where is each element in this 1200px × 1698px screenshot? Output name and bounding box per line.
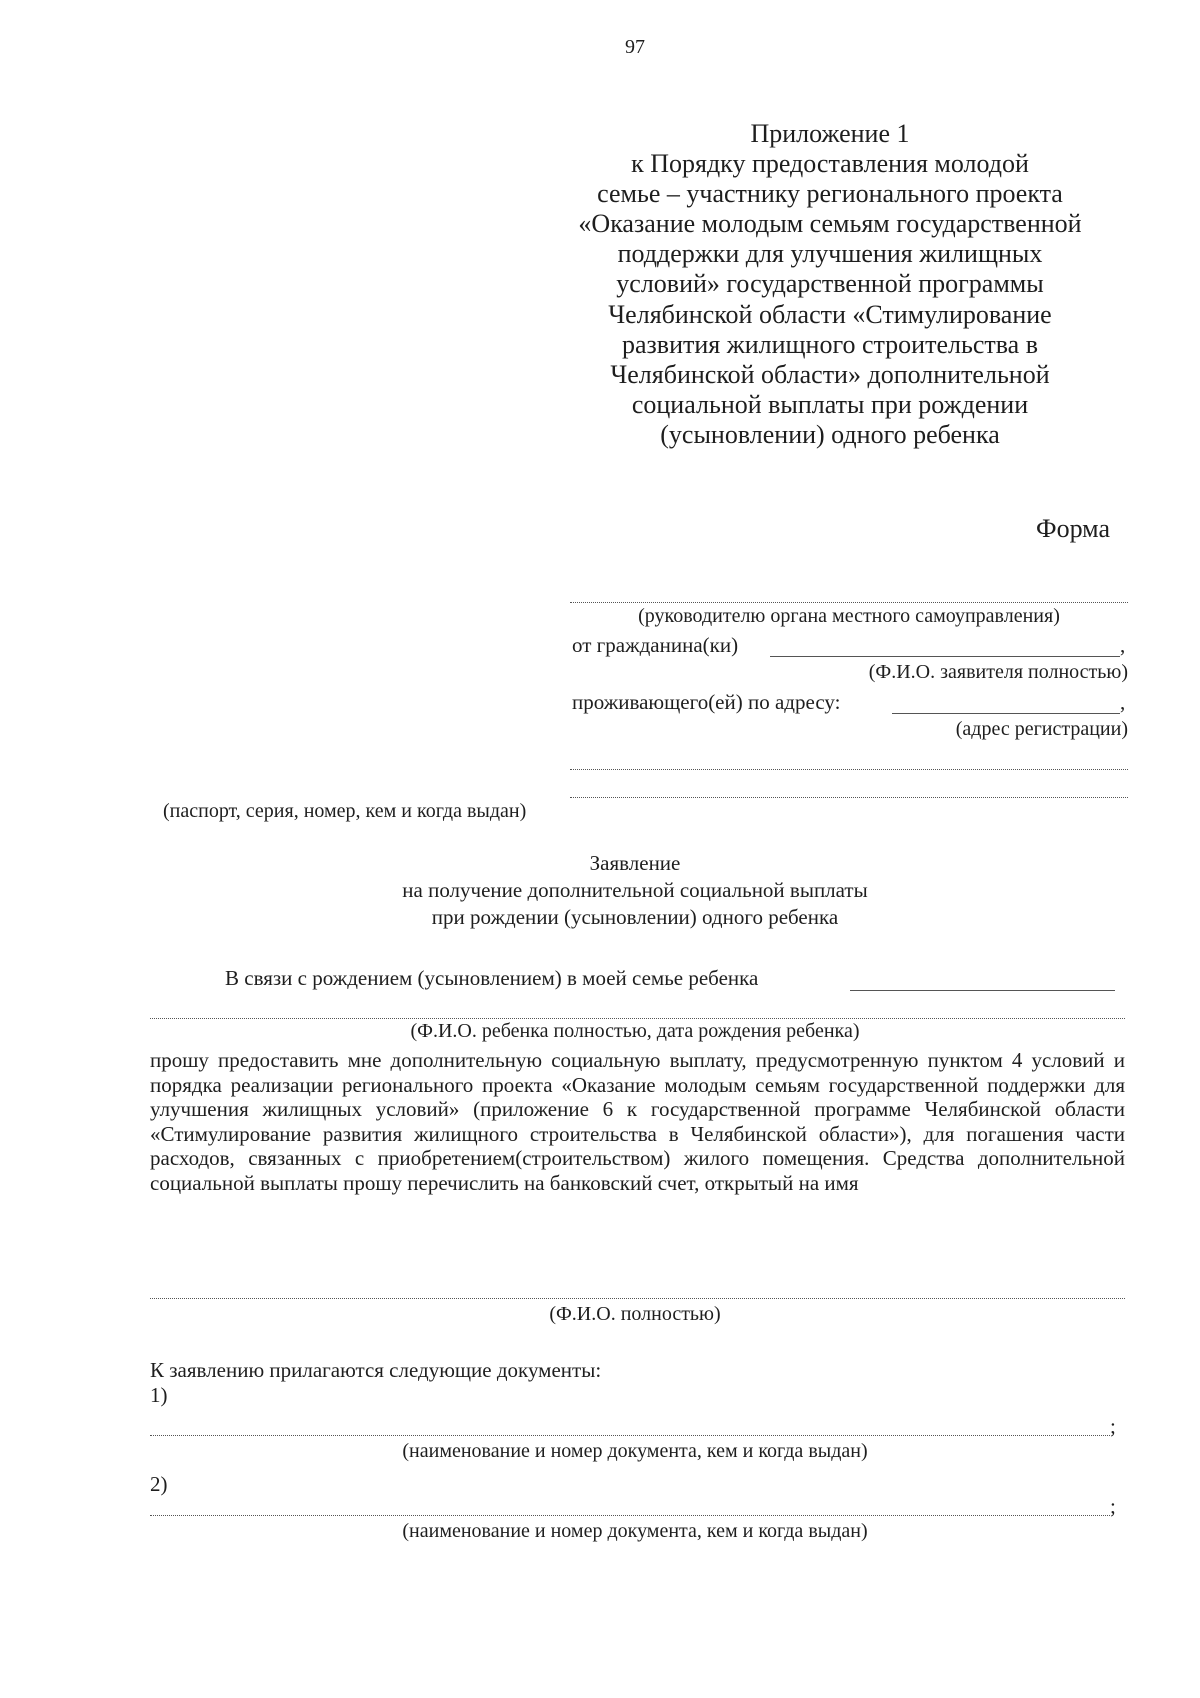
- fio-full-fill-line: [150, 1298, 1125, 1299]
- head-caption: (руководителю органа местного самоуправления): [638, 605, 1060, 627]
- statement-title: Заявление: [589, 851, 681, 875]
- attachment-fill-line: [150, 1435, 1110, 1436]
- fio-caption: (Ф.И.О. заявителя полностью): [868, 661, 1128, 683]
- appendix-header: [545, 119, 1115, 450]
- attachment-number: 2): [150, 1472, 168, 1496]
- appendix-line: Челябинской области «Стимулирование: [608, 299, 1052, 329]
- attachment-end: ;: [1110, 1494, 1116, 1518]
- child-caption: (Ф.И.О. ребенка полностью, дата рождения ребенка): [410, 1020, 860, 1042]
- statement-subtitle: на получение дополнительной социальной выплаты: [402, 878, 868, 902]
- from-end: ,: [1120, 633, 1126, 657]
- statement-subtitle: при рождении (усыновлении) одного ребенка: [431, 905, 839, 929]
- appendix-line: социальной выплаты при рождении: [631, 389, 1029, 419]
- residing-end: ,: [1120, 690, 1126, 714]
- attachment-number: 1): [150, 1383, 168, 1407]
- appendix-line: (усыновлении) одного ребенка: [660, 419, 1000, 449]
- appendix-line: поддержки для улучшения жилищных: [617, 239, 1043, 269]
- appendix-line: Приложение 1: [750, 119, 910, 148]
- appendix-line: «Оказание молодым семьям государственной: [578, 209, 1082, 239]
- attachment-end: ;: [1110, 1414, 1116, 1438]
- appendix-line: Челябинской области» дополнительной: [610, 359, 1050, 389]
- child-fill-line: [850, 990, 1115, 991]
- form-label: Форма: [1036, 514, 1110, 543]
- from-label: от гражданина(ки): [572, 633, 739, 657]
- appendix-line: условий» государственной программы: [616, 269, 1044, 299]
- head-fill-line: [570, 602, 1128, 603]
- child-fill-line: [150, 1018, 1125, 1019]
- from-fill-line: [770, 656, 1120, 657]
- passport-caption: (паспорт, серия, номер, кем и когда выдан): [163, 800, 527, 822]
- residing-label: проживающего(ей) по адресу:: [572, 690, 841, 714]
- appendix-line: к Порядку предоставления молодой: [631, 149, 1029, 179]
- attachment-fill-line: [150, 1515, 1110, 1516]
- address-fill-line: [892, 713, 1120, 714]
- intro-text: В связи с рождением (усыновлением) в моей семье ребенка: [225, 966, 759, 990]
- fio-full-caption: (Ф.И.О. полностью): [549, 1303, 721, 1325]
- attachment-caption: (наименование и номер документа, кем и когда выдан): [402, 1440, 868, 1462]
- attachments-heading: К заявлению прилагаются следующие документы:: [150, 1358, 602, 1382]
- passport-fill-line: [570, 769, 1128, 770]
- attachment-caption: (наименование и номер документа, кем и когда выдан): [402, 1520, 868, 1542]
- appendix-line: развития жилищного строительства в: [622, 329, 1038, 359]
- address-caption: (адрес регистрации): [955, 718, 1128, 740]
- appendix-line: семье – участнику регионального проекта: [597, 179, 1063, 209]
- page-number: 97: [625, 36, 645, 58]
- body-paragraph: прошу предоставить мне дополнительную социальную выплату, предусмотренную пунктом 4 условий и порядка реализации регионального проекта «Оказание молодым семьям государственной поддержки для улучшения жилищных условий» (приложение 6 к государственной программе Челябинской области «Стимулирование развития жилищного строительства в Челябинской области»), для погашения части расходов, связанных с приобретением(строительством) жилого помещения. Средства дополнительной социальной выплаты прошу перечислить на банковский счет, открытый на имя: [150, 1048, 1125, 1195]
- passport-fill-line: [570, 797, 1128, 798]
- statement-title-block: [0, 850, 1200, 931]
